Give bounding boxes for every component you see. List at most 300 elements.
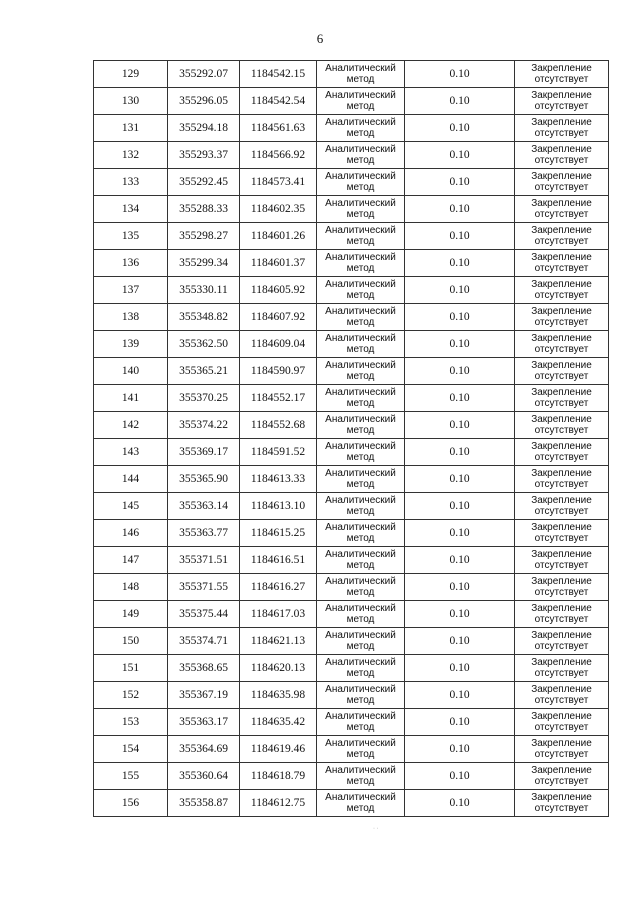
- method-cell: [317, 628, 405, 655]
- error-cell: 0.10: [405, 304, 515, 331]
- fixation-cell-line: Закрепление: [531, 306, 592, 317]
- coord-y-cell: 1184542.54: [240, 88, 317, 115]
- method-cell-line: Аналитический: [325, 279, 396, 290]
- fixation-cell-line: Закрепление: [531, 441, 592, 452]
- fixation-cell: [515, 142, 609, 169]
- method-cell: [317, 304, 405, 331]
- fixation-cell: [515, 331, 609, 358]
- method-cell-line: Аналитический: [325, 171, 396, 182]
- coord-y-cell: 1184616.27: [240, 574, 317, 601]
- coord-y-cell: 1184605.92: [240, 277, 317, 304]
- coord-y-cell: 1184621.13: [240, 628, 317, 655]
- fixation-cell-line: Закрепление: [531, 414, 592, 425]
- method-cell-line: Аналитический: [325, 306, 396, 317]
- fixation-cell-line: отсутствует: [534, 263, 589, 274]
- coord-y-cell: 1184607.92: [240, 304, 317, 331]
- method-cell-line: Аналитический: [325, 252, 396, 263]
- point-number-cell: 152: [94, 682, 168, 709]
- table-row: [94, 196, 609, 223]
- fixation-cell-line: Закрепление: [531, 765, 592, 776]
- coord-y-cell: 1184573.41: [240, 169, 317, 196]
- fixation-cell: [515, 790, 609, 817]
- method-cell-line: метод: [346, 641, 375, 652]
- coord-y-cell: 1184635.42: [240, 709, 317, 736]
- error-cell: 0.10: [405, 223, 515, 250]
- point-number-cell: 139: [94, 331, 168, 358]
- method-cell-line: метод: [346, 506, 375, 517]
- method-cell-line: метод: [346, 749, 375, 760]
- table-row: [94, 574, 609, 601]
- method-cell: [317, 61, 405, 88]
- coord-x-cell: 355348.82: [168, 304, 240, 331]
- coord-x-cell: 355358.87: [168, 790, 240, 817]
- method-cell-line: метод: [346, 74, 375, 85]
- table-row: [94, 655, 609, 682]
- method-cell: [317, 574, 405, 601]
- method-cell-line: Аналитический: [325, 657, 396, 668]
- point-number-cell: 138: [94, 304, 168, 331]
- coord-y-cell: 1184552.17: [240, 385, 317, 412]
- method-cell: [317, 277, 405, 304]
- coord-y-cell: 1184609.04: [240, 331, 317, 358]
- method-cell: [317, 790, 405, 817]
- coord-x-cell: 355374.22: [168, 412, 240, 439]
- table-row: [94, 223, 609, 250]
- method-cell: [317, 439, 405, 466]
- fixation-cell-line: Закрепление: [531, 468, 592, 479]
- table-row: [94, 115, 609, 142]
- error-cell: 0.10: [405, 682, 515, 709]
- method-cell-line: Аналитический: [325, 495, 396, 506]
- method-cell-line: метод: [346, 317, 375, 328]
- fixation-cell-line: отсутствует: [534, 776, 589, 787]
- error-cell: 0.10: [405, 277, 515, 304]
- point-number-cell: 137: [94, 277, 168, 304]
- method-cell: [317, 88, 405, 115]
- method-cell-line: метод: [346, 209, 375, 220]
- error-cell: 0.10: [405, 790, 515, 817]
- fixation-cell-line: отсутствует: [534, 803, 589, 814]
- method-cell-line: Аналитический: [325, 792, 396, 803]
- fixation-cell: [515, 385, 609, 412]
- fixation-cell: [515, 682, 609, 709]
- fixation-cell-line: Закрепление: [531, 792, 592, 803]
- coord-y-cell: 1184552.68: [240, 412, 317, 439]
- coord-x-cell: 355363.17: [168, 709, 240, 736]
- table-row: [94, 304, 609, 331]
- coord-y-cell: 1184616.51: [240, 547, 317, 574]
- coord-y-cell: 1184590.97: [240, 358, 317, 385]
- method-cell: [317, 547, 405, 574]
- coord-x-cell: 355292.07: [168, 61, 240, 88]
- point-number-cell: 153: [94, 709, 168, 736]
- fixation-cell-line: Закрепление: [531, 576, 592, 587]
- method-cell: [317, 223, 405, 250]
- fixation-cell-line: отсутствует: [534, 668, 589, 679]
- table-row: [94, 331, 609, 358]
- fixation-cell-line: Закрепление: [531, 333, 592, 344]
- method-cell-line: Аналитический: [325, 576, 396, 587]
- error-cell: 0.10: [405, 412, 515, 439]
- coord-y-cell: 1184601.37: [240, 250, 317, 277]
- method-cell-line: Аналитический: [325, 90, 396, 101]
- coord-x-cell: 355368.65: [168, 655, 240, 682]
- point-number-cell: 156: [94, 790, 168, 817]
- coord-x-cell: 355330.11: [168, 277, 240, 304]
- fixation-cell-line: Закрепление: [531, 495, 592, 506]
- method-cell-line: метод: [346, 425, 375, 436]
- method-cell-line: метод: [346, 776, 375, 787]
- error-cell: 0.10: [405, 250, 515, 277]
- coord-x-cell: 355294.18: [168, 115, 240, 142]
- coord-y-cell: 1184619.46: [240, 736, 317, 763]
- fixation-cell-line: отсутствует: [534, 74, 589, 85]
- error-cell: 0.10: [405, 493, 515, 520]
- table-row: [94, 88, 609, 115]
- fixation-cell-line: отсутствует: [534, 128, 589, 139]
- table-row: [94, 142, 609, 169]
- point-number-cell: 134: [94, 196, 168, 223]
- method-cell: [317, 196, 405, 223]
- fixation-cell: [515, 547, 609, 574]
- table-row: [94, 466, 609, 493]
- fixation-cell: [515, 601, 609, 628]
- fixation-cell-line: отсутствует: [534, 722, 589, 733]
- method-cell-line: метод: [346, 182, 375, 193]
- coord-y-cell: 1184561.63: [240, 115, 317, 142]
- fixation-cell-line: отсутствует: [534, 209, 589, 220]
- method-cell-line: Аналитический: [325, 333, 396, 344]
- fixation-cell-line: Закрепление: [531, 225, 592, 236]
- point-number-cell: 155: [94, 763, 168, 790]
- method-cell-line: Аналитический: [325, 387, 396, 398]
- coord-x-cell: 355371.55: [168, 574, 240, 601]
- error-cell: 0.10: [405, 331, 515, 358]
- fixation-cell-line: Закрепление: [531, 684, 592, 695]
- method-cell-line: Аналитический: [325, 630, 396, 641]
- error-cell: 0.10: [405, 736, 515, 763]
- fixation-cell: [515, 412, 609, 439]
- error-cell: 0.10: [405, 574, 515, 601]
- method-cell: [317, 601, 405, 628]
- method-cell-line: метод: [346, 344, 375, 355]
- point-number-cell: 136: [94, 250, 168, 277]
- table-body: [94, 61, 609, 817]
- fixation-cell-line: отсутствует: [534, 236, 589, 247]
- fixation-cell-line: Закрепление: [531, 90, 592, 101]
- point-number-cell: 144: [94, 466, 168, 493]
- point-number-cell: 154: [94, 736, 168, 763]
- coord-y-cell: 1184618.79: [240, 763, 317, 790]
- fixation-cell: [515, 763, 609, 790]
- fixation-cell-line: отсутствует: [534, 533, 589, 544]
- fixation-cell-line: Закрепление: [531, 63, 592, 74]
- method-cell-line: метод: [346, 614, 375, 625]
- table-row: [94, 628, 609, 655]
- coord-x-cell: 355365.21: [168, 358, 240, 385]
- error-cell: 0.10: [405, 61, 515, 88]
- point-number-cell: 135: [94, 223, 168, 250]
- point-number-cell: 145: [94, 493, 168, 520]
- fixation-cell: [515, 61, 609, 88]
- method-cell-line: Аналитический: [325, 711, 396, 722]
- point-number-cell: 148: [94, 574, 168, 601]
- point-number-cell: 147: [94, 547, 168, 574]
- coord-x-cell: 355369.17: [168, 439, 240, 466]
- coord-y-cell: 1184591.52: [240, 439, 317, 466]
- coord-x-cell: 355370.25: [168, 385, 240, 412]
- fixation-cell: [515, 169, 609, 196]
- method-cell: [317, 493, 405, 520]
- fixation-cell: [515, 223, 609, 250]
- coord-x-cell: 355367.19: [168, 682, 240, 709]
- error-cell: 0.10: [405, 439, 515, 466]
- coord-x-cell: 355296.05: [168, 88, 240, 115]
- table-row: [94, 709, 609, 736]
- coordinates-table: [93, 60, 609, 817]
- method-cell: [317, 709, 405, 736]
- table-row: [94, 682, 609, 709]
- fixation-cell-line: отсутствует: [534, 371, 589, 382]
- error-cell: 0.10: [405, 115, 515, 142]
- table-row: [94, 520, 609, 547]
- method-cell-line: метод: [346, 290, 375, 301]
- point-number-cell: 131: [94, 115, 168, 142]
- method-cell-line: метод: [346, 533, 375, 544]
- method-cell-line: Аналитический: [325, 198, 396, 209]
- table-row: [94, 763, 609, 790]
- fixation-cell-line: Закрепление: [531, 144, 592, 155]
- point-number-cell: 141: [94, 385, 168, 412]
- error-cell: 0.10: [405, 601, 515, 628]
- method-cell: [317, 736, 405, 763]
- error-cell: 0.10: [405, 763, 515, 790]
- error-cell: 0.10: [405, 169, 515, 196]
- method-cell-line: Аналитический: [325, 63, 396, 74]
- fixation-cell-line: отсутствует: [534, 749, 589, 760]
- method-cell-line: Аналитический: [325, 117, 396, 128]
- point-number-cell: 150: [94, 628, 168, 655]
- table-row: [94, 547, 609, 574]
- table-row: [94, 412, 609, 439]
- fixation-cell-line: отсутствует: [534, 587, 589, 598]
- fixation-cell-line: Закрепление: [531, 630, 592, 641]
- method-cell-line: метод: [346, 101, 375, 112]
- method-cell: [317, 169, 405, 196]
- point-number-cell: 149: [94, 601, 168, 628]
- method-cell-line: метод: [346, 479, 375, 490]
- method-cell-line: Аналитический: [325, 738, 396, 749]
- point-number-cell: 133: [94, 169, 168, 196]
- fixation-cell-line: Закрепление: [531, 117, 592, 128]
- fixation-cell: [515, 88, 609, 115]
- method-cell-line: Аналитический: [325, 360, 396, 371]
- fixation-cell: [515, 196, 609, 223]
- method-cell-line: метод: [346, 155, 375, 166]
- fixation-cell-line: отсутствует: [534, 560, 589, 571]
- fixation-cell: [515, 250, 609, 277]
- coord-x-cell: 355364.69: [168, 736, 240, 763]
- method-cell: [317, 358, 405, 385]
- table-row: [94, 277, 609, 304]
- coord-x-cell: 355371.51: [168, 547, 240, 574]
- point-number-cell: 129: [94, 61, 168, 88]
- fixation-cell-line: отсутствует: [534, 155, 589, 166]
- table-row: [94, 250, 609, 277]
- method-cell-line: метод: [346, 695, 375, 706]
- method-cell-line: метод: [346, 452, 375, 463]
- method-cell-line: метод: [346, 668, 375, 679]
- point-number-cell: 132: [94, 142, 168, 169]
- coord-x-cell: 355374.71: [168, 628, 240, 655]
- method-cell-line: метод: [346, 371, 375, 382]
- method-cell: [317, 331, 405, 358]
- fixation-cell: [515, 493, 609, 520]
- fixation-cell-line: Закрепление: [531, 657, 592, 668]
- fixation-cell-line: отсутствует: [534, 506, 589, 517]
- method-cell: [317, 250, 405, 277]
- point-number-cell: 140: [94, 358, 168, 385]
- fixation-cell-line: отсутствует: [534, 614, 589, 625]
- method-cell-line: метод: [346, 398, 375, 409]
- fixation-cell: [515, 358, 609, 385]
- coord-x-cell: 355288.33: [168, 196, 240, 223]
- point-number-cell: 151: [94, 655, 168, 682]
- method-cell-line: Аналитический: [325, 549, 396, 560]
- fixation-cell: [515, 709, 609, 736]
- fixation-cell-line: отсутствует: [534, 479, 589, 490]
- error-cell: 0.10: [405, 466, 515, 493]
- method-cell-line: метод: [346, 236, 375, 247]
- coord-x-cell: 355363.77: [168, 520, 240, 547]
- table-row: [94, 790, 609, 817]
- error-cell: 0.10: [405, 628, 515, 655]
- fixation-cell-line: отсутствует: [534, 317, 589, 328]
- fixation-cell: [515, 655, 609, 682]
- coord-y-cell: 1184613.10: [240, 493, 317, 520]
- method-cell-line: метод: [346, 263, 375, 274]
- fixation-cell-line: Закрепление: [531, 711, 592, 722]
- method-cell-line: Аналитический: [325, 603, 396, 614]
- fixation-cell: [515, 439, 609, 466]
- fixation-cell: [515, 736, 609, 763]
- fixation-cell-line: Закрепление: [531, 387, 592, 398]
- coord-y-cell: 1184635.98: [240, 682, 317, 709]
- error-cell: 0.10: [405, 520, 515, 547]
- method-cell-line: метод: [346, 587, 375, 598]
- method-cell: [317, 115, 405, 142]
- method-cell-line: Аналитический: [325, 468, 396, 479]
- fixation-cell-line: Закрепление: [531, 522, 592, 533]
- method-cell: [317, 142, 405, 169]
- coord-x-cell: 355292.45: [168, 169, 240, 196]
- coord-y-cell: 1184602.35: [240, 196, 317, 223]
- method-cell: [317, 466, 405, 493]
- fixation-cell-line: отсутствует: [534, 182, 589, 193]
- fixation-cell-line: Закрепление: [531, 603, 592, 614]
- fixation-cell-line: Закрепление: [531, 252, 592, 263]
- coord-y-cell: 1184620.13: [240, 655, 317, 682]
- error-cell: 0.10: [405, 196, 515, 223]
- method-cell-line: метод: [346, 803, 375, 814]
- page-number: 6: [316, 31, 324, 46]
- coord-x-cell: 355375.44: [168, 601, 240, 628]
- method-cell: [317, 385, 405, 412]
- table-row: [94, 61, 609, 88]
- method-cell-line: Аналитический: [325, 225, 396, 236]
- coord-x-cell: 355362.50: [168, 331, 240, 358]
- fixation-cell-line: отсутствует: [534, 695, 589, 706]
- fixation-cell-line: Закрепление: [531, 171, 592, 182]
- method-cell-line: Аналитический: [325, 522, 396, 533]
- method-cell: [317, 682, 405, 709]
- table-row: [94, 601, 609, 628]
- point-number-cell: 146: [94, 520, 168, 547]
- method-cell: [317, 763, 405, 790]
- error-cell: 0.10: [405, 88, 515, 115]
- method-cell-line: Аналитический: [325, 765, 396, 776]
- coord-x-cell: 355365.90: [168, 466, 240, 493]
- coord-y-cell: 1184615.25: [240, 520, 317, 547]
- coord-y-cell: 1184566.92: [240, 142, 317, 169]
- table-row: [94, 493, 609, 520]
- coord-x-cell: 355299.34: [168, 250, 240, 277]
- coord-x-cell: 355298.27: [168, 223, 240, 250]
- method-cell-line: метод: [346, 560, 375, 571]
- error-cell: 0.10: [405, 709, 515, 736]
- method-cell-line: метод: [346, 722, 375, 733]
- table-row: [94, 439, 609, 466]
- fixation-cell: [515, 574, 609, 601]
- coord-x-cell: 355293.37: [168, 142, 240, 169]
- error-cell: 0.10: [405, 547, 515, 574]
- fixation-cell-line: отсутствует: [534, 290, 589, 301]
- fixation-cell: [515, 277, 609, 304]
- coord-y-cell: 1184601.26: [240, 223, 317, 250]
- table-row: [94, 385, 609, 412]
- error-cell: 0.10: [405, 655, 515, 682]
- coord-x-cell: 355363.14: [168, 493, 240, 520]
- point-number-cell: 142: [94, 412, 168, 439]
- method-cell-line: Аналитический: [325, 441, 396, 452]
- fixation-cell-line: Закрепление: [531, 549, 592, 560]
- fixation-cell: [515, 520, 609, 547]
- fixation-cell-line: отсутствует: [534, 425, 589, 436]
- fixation-cell: [515, 466, 609, 493]
- table-row: [94, 736, 609, 763]
- method-cell: [317, 520, 405, 547]
- error-cell: 0.10: [405, 142, 515, 169]
- error-cell: 0.10: [405, 358, 515, 385]
- coord-y-cell: 1184617.03: [240, 601, 317, 628]
- method-cell-line: Аналитический: [325, 144, 396, 155]
- fixation-cell-line: отсутствует: [534, 344, 589, 355]
- fixation-cell-line: Закрепление: [531, 360, 592, 371]
- fixation-cell-line: отсутствует: [534, 452, 589, 463]
- method-cell-line: Аналитический: [325, 414, 396, 425]
- method-cell-line: метод: [346, 128, 375, 139]
- fixation-cell-line: Закрепление: [531, 738, 592, 749]
- table-row: [94, 169, 609, 196]
- fixation-cell: [515, 628, 609, 655]
- fixation-cell-line: отсутствует: [534, 101, 589, 112]
- method-cell: [317, 655, 405, 682]
- fixation-cell-line: Закрепление: [531, 198, 592, 209]
- point-number-cell: 130: [94, 88, 168, 115]
- coord-x-cell: 355360.64: [168, 763, 240, 790]
- method-cell: [317, 412, 405, 439]
- coord-y-cell: 1184542.15: [240, 61, 317, 88]
